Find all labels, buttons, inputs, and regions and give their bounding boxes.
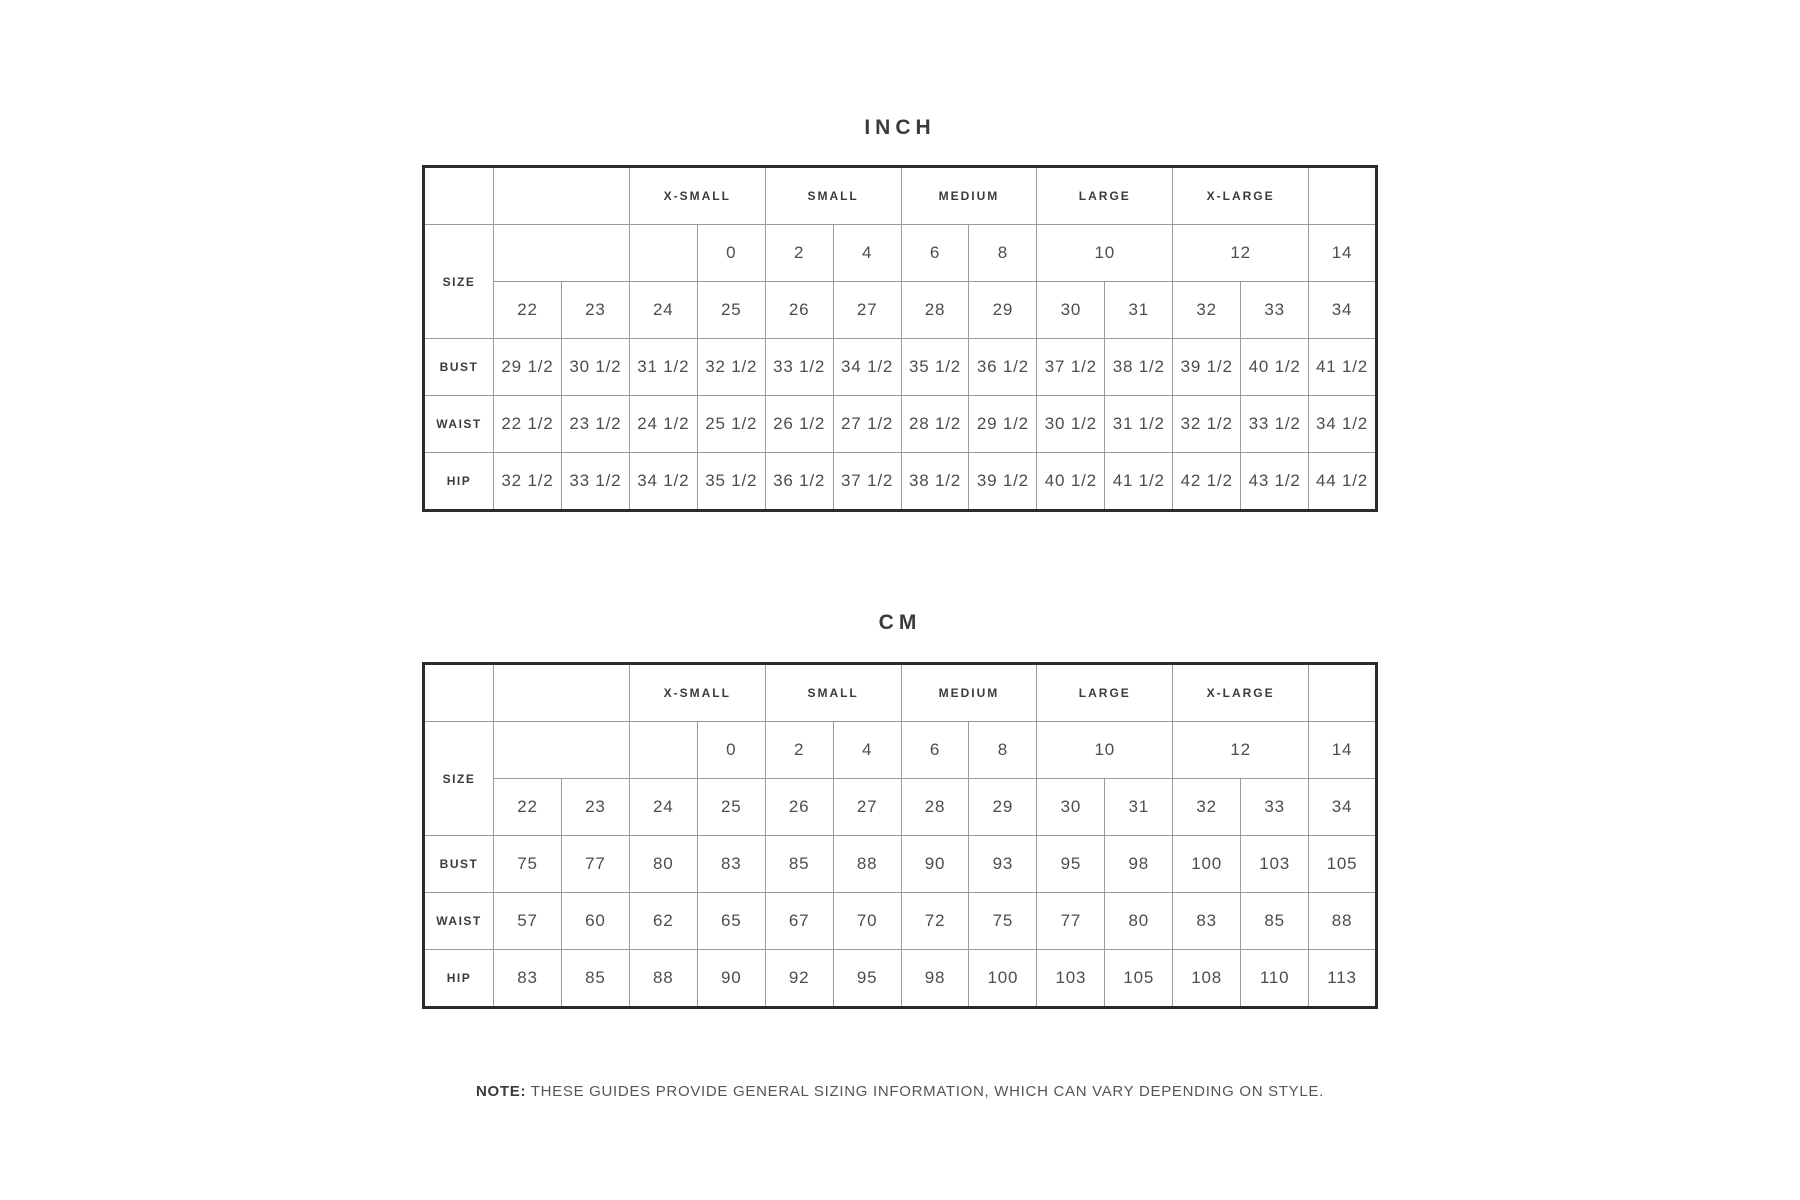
size-group-header: LARGE <box>1037 167 1173 225</box>
measurement-value-cell: 77 <box>1037 893 1105 950</box>
size-group-header: SMALL <box>765 167 901 225</box>
empty-cell <box>424 664 494 722</box>
measurement-value-cell: 27 1/2 <box>833 396 901 453</box>
measurement-value-cell: 32 1/2 <box>697 339 765 396</box>
size-value-cell: 30 <box>1037 282 1105 339</box>
size-value-cell: 24 <box>629 282 697 339</box>
cm-section-title: CM <box>878 611 922 634</box>
measurement-value-cell: 32 1/2 <box>494 453 562 511</box>
size-value-cell: 12 <box>1173 722 1309 779</box>
measurement-row-label: BUST <box>424 339 494 396</box>
size-value-cell: 14 <box>1309 225 1377 282</box>
measurement-value-cell: 100 <box>1173 836 1241 893</box>
measurement-value-cell: 31 1/2 <box>629 339 697 396</box>
measurement-value-cell: 32 1/2 <box>1173 396 1241 453</box>
empty-cell <box>629 722 697 779</box>
size-group-header: SMALL <box>765 664 901 722</box>
measurement-value-cell: 60 <box>561 893 629 950</box>
measurement-value-cell: 25 1/2 <box>697 396 765 453</box>
measurement-value-cell: 93 <box>969 836 1037 893</box>
measurement-row-label: WAIST <box>424 893 494 950</box>
size-value-cell: 33 <box>1241 282 1309 339</box>
empty-cell <box>494 167 630 225</box>
measurement-value-cell: 38 1/2 <box>901 453 969 511</box>
measurement-value-cell: 28 1/2 <box>901 396 969 453</box>
measurement-value-cell: 77 <box>561 836 629 893</box>
measurement-value-cell: 75 <box>969 893 1037 950</box>
size-value-cell: 0 <box>697 722 765 779</box>
measurement-value-cell: 34 1/2 <box>1309 396 1377 453</box>
measurement-value-cell: 90 <box>901 836 969 893</box>
measurement-value-cell: 85 <box>765 836 833 893</box>
measurement-value-cell: 88 <box>629 950 697 1008</box>
size-group-header: X-SMALL <box>629 664 765 722</box>
measurement-value-cell: 103 <box>1037 950 1105 1008</box>
measurement-value-cell: 65 <box>697 893 765 950</box>
size-value-cell: 8 <box>969 225 1037 282</box>
size-value-cell: 4 <box>833 225 901 282</box>
size-value-cell: 33 <box>1241 779 1309 836</box>
size-group-header: MEDIUM <box>901 167 1037 225</box>
size-row-label: SIZE <box>424 225 494 339</box>
measurement-value-cell: 70 <box>833 893 901 950</box>
inch-section-title: INCH <box>864 116 936 139</box>
measurement-value-cell: 80 <box>1105 893 1173 950</box>
size-value-cell: 30 <box>1037 779 1105 836</box>
measurement-value-cell: 67 <box>765 893 833 950</box>
measurement-value-cell: 34 1/2 <box>629 453 697 511</box>
measurement-value-cell: 85 <box>561 950 629 1008</box>
measurement-value-cell: 105 <box>1309 836 1377 893</box>
size-value-cell: 23 <box>561 779 629 836</box>
size-value-cell: 4 <box>833 722 901 779</box>
size-value-cell: 6 <box>901 722 969 779</box>
cm-size-table <box>422 662 1378 1009</box>
measurement-value-cell: 39 1/2 <box>1173 339 1241 396</box>
measurement-value-cell: 83 <box>1173 893 1241 950</box>
measurement-value-cell: 30 1/2 <box>1037 396 1105 453</box>
size-value-cell: 22 <box>494 282 562 339</box>
size-value-cell: 12 <box>1173 225 1309 282</box>
measurement-value-cell: 110 <box>1241 950 1309 1008</box>
measurement-value-cell: 90 <box>697 950 765 1008</box>
measurement-value-cell: 80 <box>629 836 697 893</box>
measurement-value-cell: 30 1/2 <box>561 339 629 396</box>
size-value-cell: 32 <box>1173 282 1241 339</box>
size-value-cell: 6 <box>901 225 969 282</box>
measurement-value-cell: 62 <box>629 893 697 950</box>
size-table <box>422 165 1378 512</box>
measurement-value-cell: 33 1/2 <box>561 453 629 511</box>
inch-size-table <box>422 165 1378 512</box>
size-value-cell: 26 <box>765 282 833 339</box>
measurement-value-cell: 33 1/2 <box>1241 396 1309 453</box>
measurement-value-cell: 24 1/2 <box>629 396 697 453</box>
measurement-value-cell: 92 <box>765 950 833 1008</box>
measurement-value-cell: 37 1/2 <box>833 453 901 511</box>
size-value-cell: 24 <box>629 779 697 836</box>
measurement-value-cell: 23 1/2 <box>561 396 629 453</box>
size-table <box>422 662 1378 1009</box>
measurement-value-cell: 40 1/2 <box>1037 453 1105 511</box>
size-value-cell: 34 <box>1309 282 1377 339</box>
measurement-value-cell: 103 <box>1241 836 1309 893</box>
empty-cell <box>1309 167 1377 225</box>
size-value-cell: 31 <box>1105 779 1173 836</box>
size-value-cell: 28 <box>901 282 969 339</box>
measurement-value-cell: 105 <box>1105 950 1173 1008</box>
measurement-value-cell: 95 <box>1037 836 1105 893</box>
size-row-label: SIZE <box>424 722 494 836</box>
size-value-cell: 34 <box>1309 779 1377 836</box>
measurement-value-cell: 35 1/2 <box>901 339 969 396</box>
size-value-cell: 22 <box>494 779 562 836</box>
measurement-value-cell: 44 1/2 <box>1309 453 1377 511</box>
measurement-row-label: HIP <box>424 453 494 511</box>
measurement-value-cell: 41 1/2 <box>1309 339 1377 396</box>
measurement-value-cell: 31 1/2 <box>1105 396 1173 453</box>
measurement-row-label: BUST <box>424 836 494 893</box>
measurement-value-cell: 37 1/2 <box>1037 339 1105 396</box>
measurement-value-cell: 41 1/2 <box>1105 453 1173 511</box>
measurement-value-cell: 85 <box>1241 893 1309 950</box>
size-value-cell: 2 <box>765 722 833 779</box>
size-value-cell: 32 <box>1173 779 1241 836</box>
measurement-value-cell: 42 1/2 <box>1173 453 1241 511</box>
empty-cell <box>494 225 630 282</box>
measurement-value-cell: 26 1/2 <box>765 396 833 453</box>
measurement-value-cell: 38 1/2 <box>1105 339 1173 396</box>
measurement-value-cell: 83 <box>697 836 765 893</box>
measurement-value-cell: 36 1/2 <box>765 453 833 511</box>
measurement-value-cell: 72 <box>901 893 969 950</box>
measurement-value-cell: 88 <box>1309 893 1377 950</box>
empty-cell <box>424 167 494 225</box>
size-value-cell: 26 <box>765 779 833 836</box>
measurement-value-cell: 36 1/2 <box>969 339 1037 396</box>
empty-cell <box>494 664 630 722</box>
measurement-value-cell: 83 <box>494 950 562 1008</box>
size-value-cell: 8 <box>969 722 1037 779</box>
measurement-value-cell: 98 <box>901 950 969 1008</box>
size-value-cell: 28 <box>901 779 969 836</box>
measurement-value-cell: 29 1/2 <box>494 339 562 396</box>
size-value-cell: 10 <box>1037 722 1173 779</box>
measurement-value-cell: 100 <box>969 950 1037 1008</box>
empty-cell <box>1309 664 1377 722</box>
measurement-value-cell: 108 <box>1173 950 1241 1008</box>
size-value-cell: 2 <box>765 225 833 282</box>
size-group-header: X-LARGE <box>1173 167 1309 225</box>
size-group-header: LARGE <box>1037 664 1173 722</box>
size-value-cell: 23 <box>561 282 629 339</box>
size-value-cell: 25 <box>697 779 765 836</box>
measurement-value-cell: 57 <box>494 893 562 950</box>
measurement-row-label: WAIST <box>424 396 494 453</box>
size-value-cell: 25 <box>697 282 765 339</box>
size-value-cell: 27 <box>833 282 901 339</box>
measurement-value-cell: 95 <box>833 950 901 1008</box>
size-value-cell: 31 <box>1105 282 1173 339</box>
measurement-value-cell: 33 1/2 <box>765 339 833 396</box>
size-value-cell: 14 <box>1309 722 1377 779</box>
size-value-cell: 10 <box>1037 225 1173 282</box>
measurement-value-cell: 40 1/2 <box>1241 339 1309 396</box>
size-group-header: X-LARGE <box>1173 664 1309 722</box>
empty-cell <box>629 225 697 282</box>
size-group-header: X-SMALL <box>629 167 765 225</box>
size-group-header: MEDIUM <box>901 664 1037 722</box>
measurement-value-cell: 98 <box>1105 836 1173 893</box>
note-text: THESE GUIDES PROVIDE GENERAL SIZING INFORMATION, WHICH CAN VARY DEPENDING ON STYLE. <box>526 1083 1324 1100</box>
measurement-value-cell: 43 1/2 <box>1241 453 1309 511</box>
note-label: NOTE: <box>476 1083 527 1100</box>
size-value-cell: 29 <box>969 779 1037 836</box>
empty-cell <box>494 722 630 779</box>
size-value-cell: 27 <box>833 779 901 836</box>
measurement-value-cell: 22 1/2 <box>494 396 562 453</box>
measurement-value-cell: 75 <box>494 836 562 893</box>
sizing-note <box>0 1083 1800 1100</box>
size-value-cell: 29 <box>969 282 1037 339</box>
measurement-value-cell: 88 <box>833 836 901 893</box>
measurement-value-cell: 113 <box>1309 950 1377 1008</box>
measurement-value-cell: 29 1/2 <box>969 396 1037 453</box>
measurement-row-label: HIP <box>424 950 494 1008</box>
measurement-value-cell: 34 1/2 <box>833 339 901 396</box>
measurement-value-cell: 35 1/2 <box>697 453 765 511</box>
size-value-cell: 0 <box>697 225 765 282</box>
measurement-value-cell: 39 1/2 <box>969 453 1037 511</box>
